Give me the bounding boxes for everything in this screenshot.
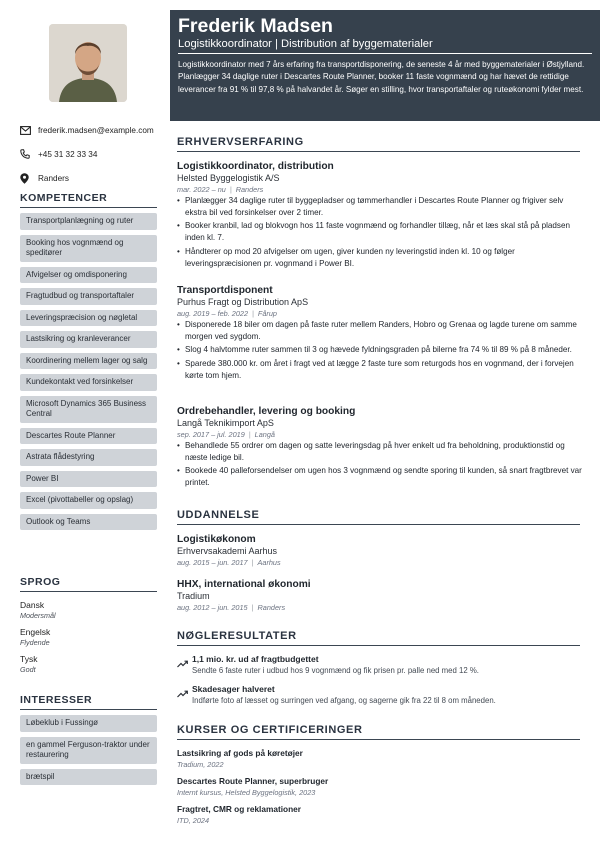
interest-chip: Løbeklub i Fussingø [20, 715, 157, 732]
skill-chip: Outlook og Teams [20, 514, 157, 531]
course-meta: Internt kursus, Helsted Byggelogistik, 2023 [177, 788, 316, 797]
skill-chip: Fragtudbud og transportaftaler [20, 288, 157, 305]
phone-icon [20, 149, 36, 159]
job-title: Transportdisponent [177, 285, 273, 296]
job-bullet: • Slog 4 halvtomme ruter sammen til 3 og hævede fyldningsgraden på bilerne fra 74 % til 89 % på 8 måneder. [177, 344, 582, 356]
education-dates: aug. 2012 – jun. 2015 [177, 603, 248, 612]
job-entry [177, 284, 582, 384]
job-bullets [177, 195, 582, 269]
interests-heading: INTERESSER [20, 694, 157, 710]
profile-photo [49, 24, 127, 102]
map-pin-icon [20, 173, 36, 184]
course-title: Lastsikring af gods på køretøjer [177, 748, 303, 758]
job-title: Logistikkoordinator, distribution [177, 161, 334, 172]
job-bullets [177, 319, 582, 382]
candidate-name: Frederik Madsen [178, 15, 333, 37]
language-level: Godt [20, 665, 36, 674]
skill-chip: Booking hos vognmænd og speditører [20, 235, 157, 262]
phone-text[interactable]: +45 31 32 33 34 [38, 149, 98, 159]
company-name: Langå Teknikimport ApS [177, 418, 274, 428]
skill-chip: Leveringspræcision og nøgletal [20, 310, 157, 327]
result-title: 1,1 mio. kr. ud af fragtbudgettet [192, 654, 319, 664]
resume-header [170, 10, 600, 121]
result-description: Indførte foto af læsset og surringen ved afgang, og sagerne gik fra 22 til 8 om måneden. [192, 696, 496, 705]
education-meta: aug. 2012 – jun. 2015 | Randers [177, 603, 286, 612]
contact-phone[interactable] [20, 142, 160, 166]
skill-chip: Power BI [20, 471, 157, 488]
skill-chip: Microsoft Dynamics 365 Business Central [20, 396, 157, 423]
skill-chip: Koordinering mellem lager og salg [20, 353, 157, 370]
courses-heading: KURSER OG CERTIFICERINGER [177, 724, 580, 740]
course-list [177, 748, 582, 832]
education-meta: aug. 2015 – jun. 2017 | Aarhus [177, 558, 281, 567]
location-text: Randers [38, 173, 69, 183]
job-bullet: • Planlægger 34 daglige ruter til byggepladser og tømmerhandler i Descartes Route Planner og frigiver selv ekstra bil ved forsinkelser over 2 timer. [177, 195, 582, 218]
degree-title: Logistikøkonom [177, 534, 256, 545]
interest-chip: brætspil [20, 769, 157, 786]
education-dates: aug. 2015 – jun. 2017 [177, 558, 248, 567]
language-level: Modersmål [20, 611, 56, 620]
result-item [177, 684, 582, 706]
education-place: Aarhus [257, 558, 281, 567]
job-place: Langå [254, 430, 275, 439]
contact-email[interactable] [20, 118, 160, 142]
job-dates: sep. 2017 – jul. 2019 [177, 430, 245, 439]
job-bullet: • Behandlede 55 ordrer om dagen og satte leveringsdag på hver enkelt ud fra beholdning, produktionstid og næste ledige bil. [177, 440, 582, 463]
job-bullets [177, 440, 582, 489]
course-meta: Tradium, 2022 [177, 760, 224, 769]
sidebar [0, 0, 165, 849]
school-name: Tradium [177, 591, 210, 601]
envelope-icon [20, 126, 36, 135]
job-bullet: • Booker kranbil, lad og blokvogn hos 11 faste vognmænd og forhandler tillæg, når et læs skal stå på pladsen inden kl. 7. [177, 220, 582, 243]
results-heading: NØGLERESULTATER [177, 630, 580, 646]
result-item [177, 654, 582, 676]
language-name: Dansk [20, 600, 45, 610]
school-name: Erhvervsakademi Aarhus [177, 546, 278, 556]
job-meta: mar. 2022 – nu | Randers [177, 185, 264, 194]
contact-list [20, 118, 160, 190]
course-title: Descartes Route Planner, superbruger [177, 776, 329, 786]
job-dates: mar. 2022 – nu [177, 185, 226, 194]
skill-chip: Kundekontakt ved forsinkelser [20, 374, 157, 391]
language-level: Flydende [20, 638, 50, 647]
skill-chip: Lastsikring og kranleverancer [20, 331, 157, 348]
job-place: Randers [235, 185, 264, 194]
job-entry [177, 160, 582, 271]
skills-heading: KOMPETENCER [20, 192, 157, 208]
skills-section [20, 192, 157, 530]
experience-heading: ERHVERVSERFARING [177, 136, 580, 152]
email-text[interactable]: frederik.madsen@example.com [38, 125, 154, 135]
languages-heading: SPROG [20, 576, 157, 592]
skill-chip: Astrata flådestyring [20, 449, 157, 466]
education-place: Randers [257, 603, 286, 612]
language-name: Tysk [20, 654, 38, 664]
job-meta: sep. 2017 – jul. 2019 | Langå [177, 430, 275, 439]
result-description: Sendte 6 faste ruter i udbud hos 9 vognmænd og fik prisen pr. palle ned med 12 %. [192, 666, 479, 675]
education-entry [177, 533, 582, 568]
company-name: Purhus Fragt og Distribution ApS [177, 297, 309, 307]
trend-up-icon [177, 684, 192, 706]
job-entry [177, 405, 582, 491]
skill-chip: Descartes Route Planner [20, 428, 157, 445]
job-bullet: • Sparede 380.000 kr. om året i fragt ved at lægge 2 faste ture som returgods hos en vognmand, der i forvejen kørte tom hjem. [177, 358, 582, 381]
job-bullet: • Håndterer op mod 20 afvigelser om ugen, giver kunden ny leveringstid inden kl. 10 og følger leveringspræcisionen pr. vognmand i Power BI. [177, 246, 582, 269]
job-dates: aug. 2019 – feb. 2022 [177, 309, 249, 318]
course-title: Fragtret, CMR og reklamationer [177, 804, 302, 814]
job-meta: aug. 2019 – feb. 2022 | Fårup [177, 309, 277, 318]
language-name: Engelsk [20, 627, 51, 637]
job-title: Ordrebehandler, levering og booking [177, 406, 356, 417]
portrait-image [49, 24, 127, 102]
interests-section [20, 694, 157, 785]
course-meta: ITD, 2024 [177, 816, 210, 825]
job-bullet: • Disponerede 18 biler om dagen på faste ruter mellem Randers, Hobro og Grenaa og lagde turene om samme morgen ved sygdom. [177, 319, 582, 342]
skill-chip: Excel (pivottabeller og opslag) [20, 492, 157, 509]
interest-chip: en gammel Ferguson-traktor under restaurering [20, 737, 157, 764]
job-place: Fårup [257, 309, 277, 318]
skill-chip: Transportplanlægning og ruter [20, 213, 157, 230]
education-heading: UDDANNELSE [177, 509, 580, 525]
result-title: Skadesager halveret [192, 684, 275, 694]
education-entry [177, 578, 582, 613]
candidate-title: Logistikkoordinator | Distribution af byggematerialer [178, 37, 592, 54]
degree-title: HHX, international økonomi [177, 579, 311, 590]
company-name: Helsted Byggelogistik A/S [177, 173, 280, 183]
job-bullet: • Bookede 40 palleforsendelser om ugen hos 3 vognmænd og sendte sporing til kunden, så snart fragtbrevet var printet. [177, 465, 582, 488]
contact-location [20, 166, 160, 190]
trend-up-icon [177, 654, 192, 676]
profile-summary: Logistikkoordinator med 7 års erfaring fra transportdisponering, de seneste 4 år med byggematerialer i Østjylland. Planlægger 34 daglige ruter i Descartes Route Planner, booker 11 faste vognmænd og har hævet de rettidige leverancer fra 91 % til 97,8 % på halvandet år. Søger en stilling, hvor transportaftaler og ruteøkonomi fylder mest. [178, 60, 585, 94]
skill-chip: Afvigelser og omdisponering [20, 267, 157, 284]
languages-section [20, 576, 157, 681]
